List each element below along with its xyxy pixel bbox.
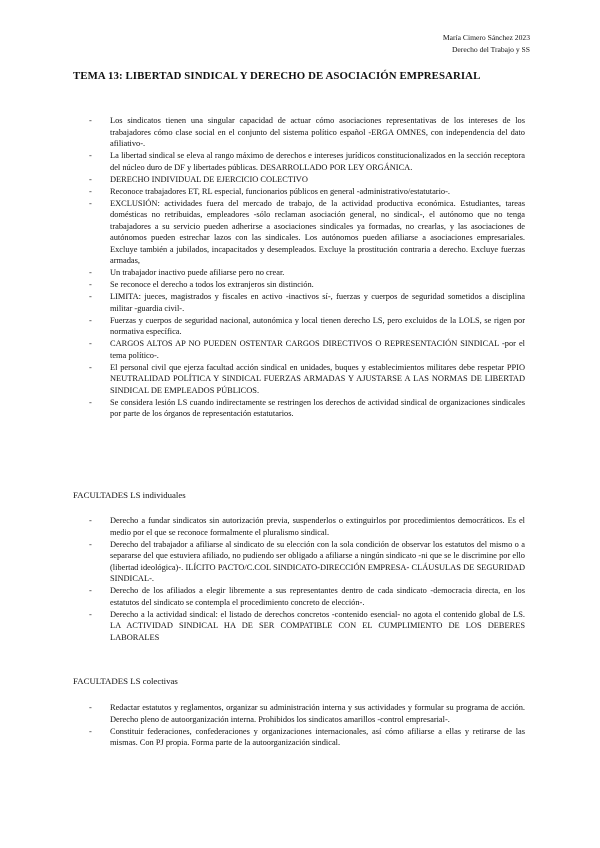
- list-item: - Reconoce trabajadores ET, RL especial, funcionarios públicos en general -administrativo/estatutario-.: [85, 186, 525, 198]
- page-header: [443, 32, 530, 56]
- list-item: - Los sindicatos tienen una singular capacidad de actuar cómo asociaciones representativas de los intereses de los trabajadores cómo clase social en el conjunto del sistema político español -ERGA OMNES, con independencia del dato afiliativo-.: [85, 115, 525, 150]
- list-item: - LIMITA: jueces, magistrados y fiscales en activo -inactivos sí-, fuerzas y cuerpos de seguridad sometidos a disciplina militar -guardia civil-.: [85, 291, 525, 314]
- header-subject: Derecho del Trabajo y SS: [451, 45, 530, 54]
- list-item: - Constituir federaciones, confederaciones y organizaciones internacionales, así cómo afiliarse a ellas y retirarse de las mismas. Con PJ propia. Forma parte de la autoorganización sindical.: [85, 726, 525, 749]
- list-item: - Se considera lesión LS cuando indirectamente se restringen los derechos de actividad sindical de organizaciones sindicales por parte de los órganos de representación estatutarios.: [85, 397, 525, 420]
- list-item: - Derecho del trabajador a afiliarse al sindicato de su elección con la sola condición de observar los estatutos del mismo o a separarse del que estuviera afiliado, no pudiendo ser obligado a afiliarse a ningún sindicato -ni que se le discrimine por ello (libertad ideológica)-. ILÍCITO PACTO/C.COL SINDICATO-DIRECCIÓN EMPRESA- CLÁUSULAS DE SEGURIDAD SINDICAL-.: [85, 539, 525, 585]
- list-item: - La libertad sindical se eleva al rango máximo de derechos e intereses jurídicos constitucionalizados en la sección receptora del núcleo duro de DF y libertades públicas. DESARROLLADO POR LEY ORGÁNICA.: [85, 150, 525, 173]
- collective-list: [85, 702, 525, 749]
- list-item: - EXCLUSIÓN: actividades fuera del mercado de trabajo, de la actividad productiva económica. Estudiantes, tareas domésticas no retribuidas, empleadores -sólo reclaman asociación general, no sindical-, el autónomo que no tenga trabajadores a su servicio pueden adherirse a asociaciones sindicales ya formadas, no crearlas, y las asociaciones de autónomos pueden estrechar lazos con las sindicales. Los autónomos pueden afiliarse a asociaciones empresariales. Excluye también a jubilados, incapacitados y desempleados. Excluye la prostitución contraria a derecho. Excluye fuerzas armadas,: [85, 198, 525, 267]
- list-item: - Un trabajador inactivo puede afiliarse pero no crear.: [85, 267, 525, 279]
- list-item: - Derecho a fundar sindicatos sin autorización previa, suspenderlos o extinguirlos por procedimientos democráticos. Es el medio por el que se reconoce formalmente el pluralismo sindical.: [85, 515, 525, 538]
- individual-list: [85, 515, 525, 644]
- page-title: TEMA 13: LIBERTAD SINDICAL Y DERECHO DE ASOCIACIÓN EMPRESARIAL: [73, 70, 481, 82]
- list-item: - Derecho a la actividad sindical: el listado de derechos concretos -contenido esencial- no agota el contenido global de LS. LA ACTIVIDAD SINDICAL HA DE SER COMPATIBLE CON EL CUMPLIMIENTO DE LOS DEBERES LABORALES: [85, 609, 525, 644]
- intro-list: [85, 115, 525, 420]
- section-title-collective: FACULTADES LS colectivas: [73, 676, 178, 686]
- list-item: - Redactar estatutos y reglamentos, organizar su administración interna y sus actividades y formular su programa de acción. Derecho pleno de autoorganización interna. Prohibidos los sindicatos amarillos -control empresarial-.: [85, 702, 525, 725]
- header-author: María Cimero Sánchez 2023: [442, 33, 530, 42]
- list-item: - Fuerzas y cuerpos de seguridad nacional, autonómica y local tienen derecho LS, pero excluidos de la LOLS, se rigen por normativa específica.: [85, 315, 525, 338]
- list-item: - CARGOS ALTOS AP NO PUEDEN OSTENTAR CARGOS DIRECTIVOS O REPRESENTACIÓN SINDICAL -por el tema político-.: [85, 338, 525, 361]
- list-item: - DERECHO INDIVIDUAL DE EJERCICIO COLECTIVO: [85, 174, 525, 186]
- list-item: - El personal civil que ejerza facultad acción sindical en unidades, buques y establecimientos militares debe respetar PPIO NEUTRALIDAD POLÍTICA Y SINDICAL FUERZAS ARMADAS Y AJUSTARSE A LAS NORMAS DE LIBERTAD SINDICAL DE EMPLEADOS PÚBLICOS.: [85, 362, 525, 397]
- section-title-individual: FACULTADES LS individuales: [73, 490, 186, 500]
- list-item: - Se reconoce el derecho a todos los extranjeros sin distinción.: [85, 279, 525, 291]
- list-item: - Derecho de los afiliados a elegir libremente a sus representantes dentro de cada sindicato -democracia directa, en los estatutos del sindicato se contempla el procedimiento concreto de elección-.: [85, 585, 525, 608]
